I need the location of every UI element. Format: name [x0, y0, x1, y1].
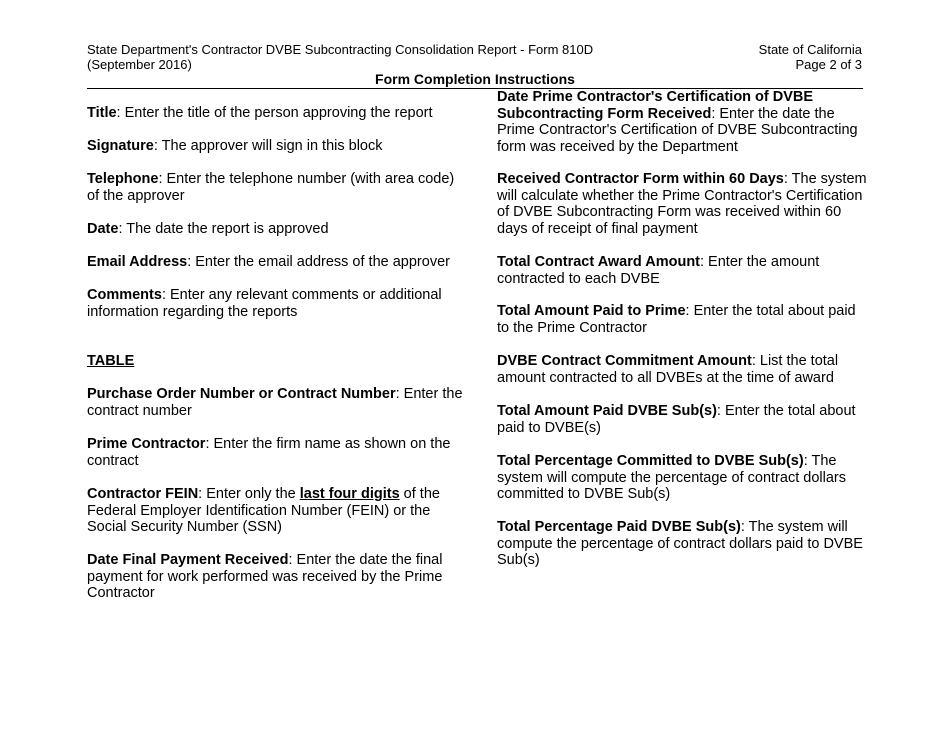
instruction-signature: [87, 138, 467, 155]
term-email: Email Address: [87, 254, 188, 270]
term-po-number: Purchase Order Number or Contract Number: [87, 386, 396, 402]
desc-fein-after: of the Federal Employer Identification Number (FEIN) or the Social Security Number (SSN): [87, 486, 440, 535]
desc-commitment: : List the total amount contracted to all DVBEs at the time of award: [497, 353, 839, 386]
instruction-title: [87, 105, 467, 122]
term-fein: Contractor FEIN: [87, 486, 199, 502]
instruction-award-amount: [497, 254, 867, 287]
instruction-final-payment: [87, 552, 467, 602]
instruction-prime-contractor: [87, 436, 467, 469]
term-prime-contractor: Prime Contractor: [87, 436, 206, 452]
term-award-amount: Total Contract Award Amount: [497, 254, 700, 270]
instruction-paid-prime: [497, 303, 867, 336]
section-heading: Form Completion Instructions: [375, 71, 575, 87]
desc-fein-before: : Enter only the: [198, 486, 300, 502]
term-final-payment: Date Final Payment Received: [87, 552, 289, 568]
desc-po-number: : Enter the contract number: [87, 386, 463, 419]
desc-final-payment: : Enter the date the final payment for work performed was received by the Prime Contractor: [87, 552, 443, 601]
term-paid-dvbe: Total Amount Paid DVBE Sub(s): [497, 403, 717, 419]
instruction-email: [87, 254, 467, 271]
header-right: [759, 42, 862, 72]
desc-title: : Enter the title of the person approving the report: [116, 105, 433, 121]
term-date: Date: [87, 221, 119, 237]
instruction-date: [87, 221, 467, 238]
term-within-60-days: Received Contractor Form within 60 Days: [497, 171, 784, 187]
desc-pct-paid: : The system will compute the percentage of contract dollars paid to DVBE Sub(s): [497, 519, 863, 568]
desc-prime-contractor: : Enter the firm name as shown on the contract: [87, 436, 451, 469]
term-title: Title: [87, 105, 117, 121]
term-pct-paid: Total Percentage Paid DVBE Sub(s): [497, 519, 741, 535]
instruction-pct-paid: [497, 519, 867, 569]
instruction-po-number: [87, 386, 467, 419]
instruction-within-60-days: [497, 171, 867, 237]
desc-comments: : Enter any relevant comments or additional information regarding the reports: [87, 287, 442, 320]
desc-email: : Enter the email address of the approver: [187, 254, 450, 270]
instruction-cert-received: [497, 89, 867, 155]
desc-date: : The date the report is approved: [118, 221, 329, 237]
desc-within-60-days: : The system will calculate whether the Prime Contractor's Certification of DVBE Subcontracting Form was received within 60 days of receipt of final payment: [497, 171, 867, 237]
desc-pct-committed: : The system will compute the percentage of contract dollars committed to DVBE Sub(s): [497, 453, 846, 502]
desc-cert-received: : Enter the date the Prime Contractor's Certification of DVBE Subcontracting form was received by the Department: [497, 105, 858, 155]
term-paid-prime: Total Amount Paid to Prime: [497, 303, 686, 319]
desc-paid-dvbe: : Enter the total about paid to DVBE(s): [497, 403, 856, 436]
instruction-paid-dvbe: [497, 403, 867, 436]
form-title: State Department's Contractor DVBE Subcontracting Consolidation Report - Form 810D: [87, 42, 594, 57]
revision-date: (September 2016): [87, 57, 192, 72]
term-telephone: Telephone: [87, 171, 159, 187]
header-left: [87, 42, 593, 72]
instruction-commitment: [497, 353, 867, 386]
emphasis-last-four-digits: last four digits: [299, 486, 400, 502]
desc-award-amount: : Enter the amount contracted to each DVBE: [497, 254, 820, 287]
term-commitment: DVBE Contract Commitment Amount: [497, 353, 752, 369]
instruction-fein: [87, 486, 467, 536]
term-cert-received: Date Prime Contractor's Certification of DVBE Subcontracting Form Received: [497, 89, 814, 122]
desc-paid-prime: : Enter the total about paid to the Prime Contractor: [497, 303, 856, 336]
table-section-heading: TABLE: [87, 353, 135, 369]
instruction-comments: [87, 287, 467, 320]
instruction-telephone: [87, 171, 467, 204]
desc-telephone: : Enter the telephone number (with area code) of the approver: [87, 171, 455, 204]
term-pct-committed: Total Percentage Committed to DVBE Sub(s): [497, 453, 804, 469]
term-comments: Comments: [87, 287, 162, 303]
state-name: State of California: [758, 42, 862, 57]
term-signature: Signature: [87, 138, 154, 154]
page-number: Page 2 of 3: [795, 57, 862, 72]
desc-signature: : The approver will sign in this block: [153, 138, 383, 154]
instruction-pct-committed: [497, 453, 867, 503]
